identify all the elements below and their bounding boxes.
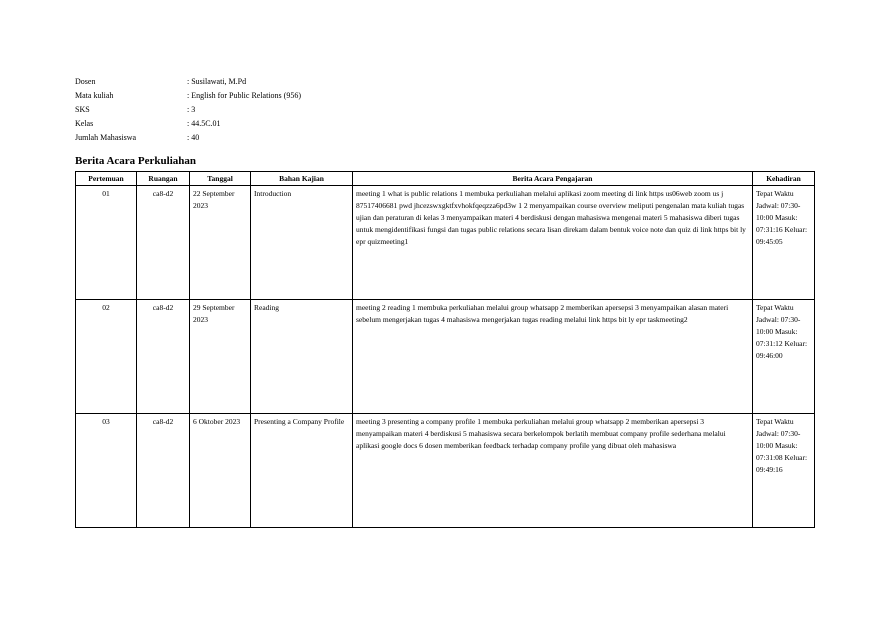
info-value: : 40 xyxy=(187,133,200,142)
cell-ruangan: ca8-d2 xyxy=(137,300,190,414)
info-value: : English for Public Relations (956) xyxy=(187,91,301,100)
info-label: Dosen xyxy=(75,77,96,86)
info-row-mata-kuliah xyxy=(75,89,301,103)
header-berita-acara: Berita Acara Pengajaran xyxy=(353,172,753,186)
info-value: : Susilawati, M.Pd xyxy=(187,77,247,86)
info-row-jumlah-mahasiswa xyxy=(75,131,301,145)
cell-tanggal: 29 September 2023 xyxy=(190,300,251,414)
header-pertemuan: Pertemuan xyxy=(76,172,137,186)
info-row-dosen xyxy=(75,75,301,89)
info-label: Mata kuliah xyxy=(75,91,114,100)
section-title: Berita Acara Perkuliahan xyxy=(75,155,196,167)
info-label: Kelas xyxy=(75,119,94,128)
cell-berita-acara: meeting 1 what is public relations 1 membuka perkuliahan melalui aplikasi zoom meeting di link https us06web zoom us j 87517406681 pwd jhcezswxgktfxvhokfqeqzza6pd3w 1 2 menyampaikan course overview meliputi pengenalan mata kuliah tugas ujian dan peraturan di kelas 3 menyampaikan materi 4 berdiskusi dengan mahasiswa mengenai materi 5 mahasiswa diberi tugas untuk mengidentifikasi fungsi dan tugas public relations secara lisan direkam dalam bentuk voice note dan quiz di link https bit ly epr quizmeeting1 xyxy=(353,186,753,300)
cell-pertemuan: 02 xyxy=(76,300,137,414)
cell-tanggal: 22 September 2023 xyxy=(190,186,251,300)
cell-ruangan: ca8-d2 xyxy=(137,186,190,300)
cell-pertemuan: 03 xyxy=(76,414,137,528)
cell-berita-acara: meeting 2 reading 1 membuka perkuliahan melalui group whatsapp 2 memberikan apersepsi 3 menyampaikan alasan materi sebelum mengerjakan tugas 4 mahasiswa mengerjakan tugas reading melalui link https bit ly epr taskmeeting2 xyxy=(353,300,753,414)
cell-ruangan: ca8-d2 xyxy=(137,414,190,528)
attendance-table xyxy=(75,171,815,528)
table-header-row xyxy=(76,172,815,186)
cell-berita-acara: meeting 3 presenting a company profile 1 membuka perkuliahan melalui group whatsapp 2 memberikan apersepsi 3 menyampaikan materi 4 berdiskusi 5 mahasiswa secara berkelompok berlatih membuat company profile sederhana melalui aplikasi google docs 6 dosen memberikan feedback terhadap company profile yang dibuat oleh mahasiswa xyxy=(353,414,753,528)
cell-tanggal: 6 Oktober 2023 xyxy=(190,414,251,528)
info-value: : 3 xyxy=(187,105,196,114)
cell-kehadiran: Tepat Waktu Jadwal: 07:30-10:00 Masuk: 07:31:16 Keluar: 09:45:05 xyxy=(753,186,815,300)
cell-kehadiran: Tepat Waktu Jadwal: 07:30-10:00 Masuk: 07:31:12 Keluar: 09:46:00 xyxy=(753,300,815,414)
info-row-kelas xyxy=(75,117,301,131)
course-info xyxy=(75,75,301,145)
cell-bahan-kajian: Reading xyxy=(251,300,353,414)
info-value: : 44.5C.01 xyxy=(187,119,221,128)
table-row xyxy=(76,186,815,300)
header-kehadiran: Kehadiran xyxy=(753,172,815,186)
cell-bahan-kajian: Presenting a Company Profile xyxy=(251,414,353,528)
info-row-sks xyxy=(75,103,301,117)
header-tanggal: Tanggal xyxy=(190,172,251,186)
table-row xyxy=(76,300,815,414)
cell-pertemuan: 01 xyxy=(76,186,137,300)
info-label: Jumlah Mahasiswa xyxy=(75,133,137,142)
header-ruangan: Ruangan xyxy=(137,172,190,186)
cell-bahan-kajian: Introduction xyxy=(251,186,353,300)
header-bahan-kajian: Bahan Kajian xyxy=(251,172,353,186)
cell-kehadiran: Tepat Waktu Jadwal: 07:30-10:00 Masuk: 07:31:08 Keluar: 09:49:16 xyxy=(753,414,815,528)
info-label: SKS xyxy=(75,105,90,114)
table-row xyxy=(76,414,815,528)
